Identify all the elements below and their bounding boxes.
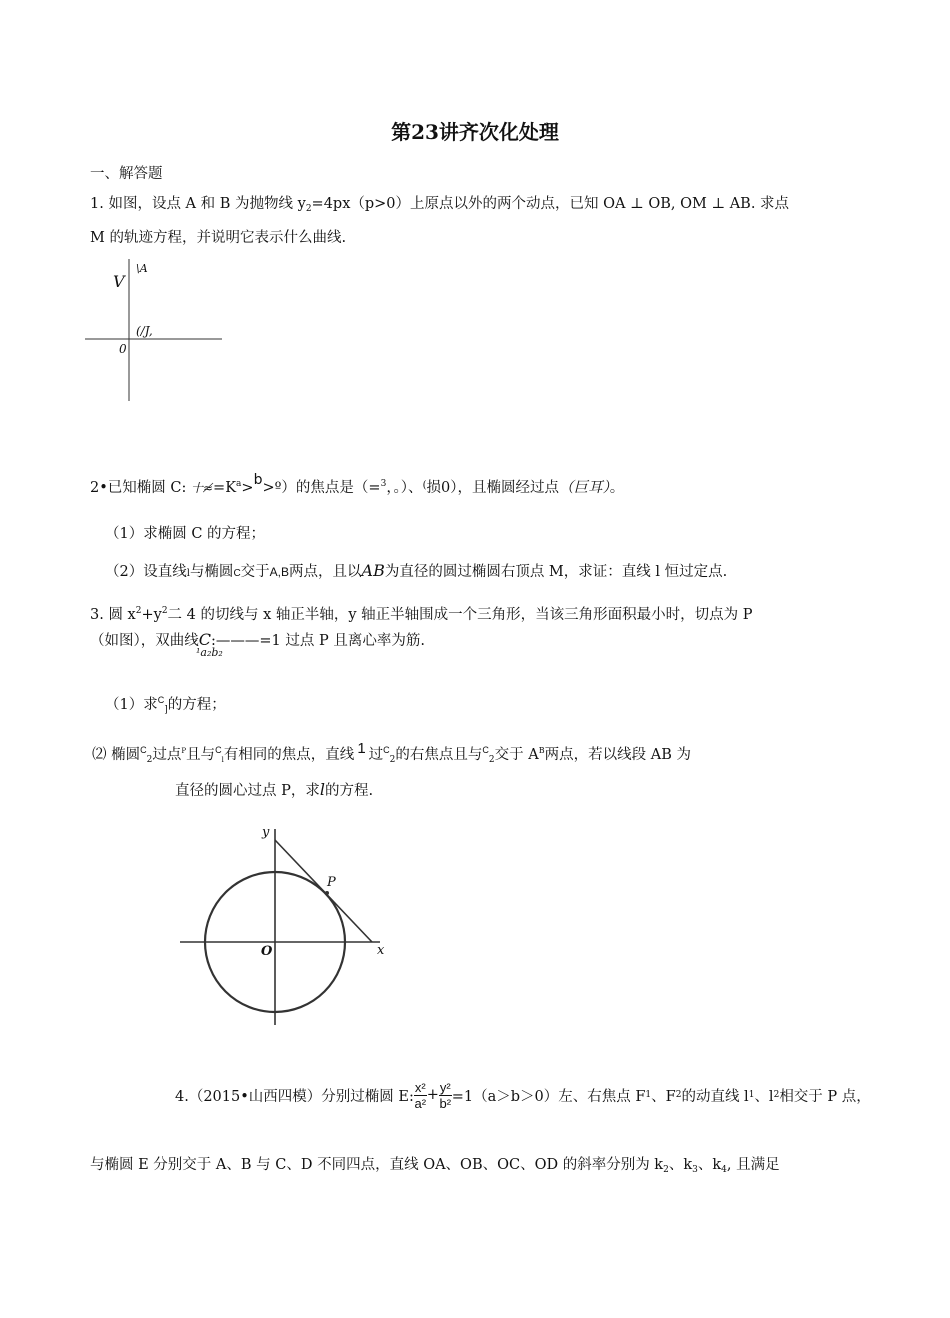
q3-sub2-one: 1 bbox=[357, 740, 366, 757]
q3-sub2-line2-a: 直径的圆心过点 P，求 bbox=[175, 783, 320, 799]
q2-text-c: >º）的焦点是（= bbox=[262, 480, 381, 496]
q4-text-e: 、l bbox=[754, 1088, 774, 1105]
q3-sub2-sub1: l bbox=[221, 756, 224, 764]
q3-sub2-c2c: C bbox=[482, 745, 489, 755]
q3-sub2-supB: B bbox=[538, 746, 545, 755]
q3-sup2: 2 bbox=[161, 606, 168, 616]
q2-garble: 十≉ bbox=[190, 481, 214, 495]
q3-sub1-b: 的方程； bbox=[167, 697, 226, 713]
q4-line2-d: , 且满足 bbox=[726, 1157, 780, 1173]
section-heading: 一、解答题 bbox=[90, 166, 163, 182]
q4-k3: 3 bbox=[692, 1165, 698, 1175]
q3-text-b: +y bbox=[141, 607, 162, 623]
q1-line1 bbox=[90, 192, 789, 214]
q3-sub1-a: （1）求 bbox=[105, 697, 158, 713]
q1-line2: M 的轨迹方程，并说明它表示什么曲线. bbox=[90, 230, 347, 246]
q4-k4: 4 bbox=[721, 1165, 727, 1175]
q3-line2 bbox=[90, 629, 425, 650]
page-title: 第23讲齐次化处理 bbox=[391, 120, 559, 144]
q1-sub: 2 bbox=[305, 204, 312, 214]
q3-sub2-c1: C bbox=[215, 745, 222, 755]
q4-line1 bbox=[175, 1070, 871, 1120]
q4-text-d: 的动直线 l bbox=[681, 1088, 749, 1105]
q2-sup-a: a bbox=[236, 479, 242, 489]
q4-line2-a: 与椭圆 E 分别交于 A、B 与 C、D 不同四点，直线 OA、OB、OC、OD 的斜率分别为 k bbox=[90, 1157, 664, 1173]
q3-figure bbox=[175, 825, 400, 1035]
q3-label-x: x bbox=[377, 943, 385, 958]
q3-label-p: P bbox=[327, 875, 336, 890]
q4-frac2-num: y² bbox=[439, 1079, 451, 1095]
q1-label-v: V bbox=[113, 272, 125, 291]
q2-sub2-f: 为直径的圆过椭圆右顶点 M，求证：直线 l 恒过定点. bbox=[384, 564, 728, 580]
q3-sub2-line2-b: 的方程. bbox=[325, 783, 374, 799]
q3-sub2-line2-l: l bbox=[319, 780, 325, 799]
q3-sub2-d: 有相同的焦点，直线 bbox=[223, 747, 355, 763]
q3-sub1 bbox=[105, 693, 226, 715]
q2-sup-b: b bbox=[253, 472, 263, 488]
q3-point-p bbox=[325, 891, 329, 895]
q2-sub2-AB: AB bbox=[361, 561, 385, 580]
q3-line2-a: （如图），双曲线 bbox=[90, 633, 199, 649]
q2-sub2-c: C bbox=[233, 568, 241, 579]
q3-line2-b: :———=1 过点 P 且离心率为筋. bbox=[211, 633, 425, 649]
q4-line2-c: 、k bbox=[697, 1157, 722, 1173]
q2-sub2-d: 交于 bbox=[240, 564, 270, 580]
q2-line bbox=[90, 472, 624, 497]
q2-text-d: ，。）、 bbox=[386, 480, 423, 496]
q1-label-j: (/J, bbox=[136, 324, 153, 338]
q3-line2-under: ¹a₂b₂ bbox=[196, 646, 223, 659]
q3-sub2-c2b: C bbox=[383, 745, 390, 755]
q2-sub1: （1）求椭圆 C 的方程； bbox=[105, 526, 266, 542]
q4-frac1 bbox=[414, 1080, 427, 1111]
q2-sub2 bbox=[105, 560, 727, 581]
q4-text-a: 4.（2015•山西四模）分别过椭圆 E: bbox=[175, 1088, 414, 1105]
q4-k2: 2 bbox=[663, 1165, 669, 1175]
q4-frac2-den: b² bbox=[439, 1095, 452, 1111]
q4-plus: + bbox=[426, 1087, 439, 1103]
q3-label-y: y bbox=[262, 825, 270, 840]
q1-label-a: \A bbox=[136, 262, 148, 275]
q4-sub-1: 1 bbox=[645, 1090, 652, 1100]
q3-sub2-c: 且与 bbox=[186, 747, 216, 763]
q4-text-b: =1（a＞b＞0）左、右焦点 F bbox=[451, 1088, 646, 1105]
q2-text-f: 损0），且椭圆经过点 bbox=[426, 480, 559, 496]
q2-sub2-e: 两点，且以 bbox=[289, 564, 362, 580]
q3-sub2-g: 交于 A bbox=[494, 747, 539, 763]
q3-sub2-b: 过点 bbox=[152, 747, 182, 763]
q2-text-e: ( bbox=[422, 480, 427, 491]
q3-sub2-e: 过 bbox=[368, 747, 384, 763]
q4-line2 bbox=[90, 1153, 780, 1175]
q3-sub1-sub: ] bbox=[164, 705, 168, 715]
q2-gt: > bbox=[241, 480, 254, 496]
q4-frac1-den: a² bbox=[414, 1095, 427, 1111]
q3-line2-c: C bbox=[198, 630, 211, 649]
q3-sub2-sub2c: 2 bbox=[488, 755, 495, 765]
q3-sub2-c2: C bbox=[140, 745, 147, 755]
q3-tangent-line bbox=[275, 840, 372, 942]
q2-text-a: 2•已知椭圆 C: bbox=[90, 480, 191, 496]
q2-text-b: =K bbox=[213, 480, 237, 496]
q3-label-o: O bbox=[261, 944, 273, 959]
q4-text-f: 相交于 P 点， bbox=[779, 1088, 871, 1105]
q3-sub2-sub2b: 2 bbox=[389, 755, 396, 765]
q3-sup1: 2 bbox=[135, 606, 142, 616]
q2-text-h: 。 bbox=[609, 480, 625, 496]
q4-frac1-num: x² bbox=[414, 1079, 426, 1095]
q1-text-a: 1. 如图，设点 A 和 B 为抛物线 y bbox=[90, 196, 306, 212]
q4-sub-l2: 2 bbox=[773, 1090, 780, 1100]
q3-sub2-a: ⑵ 椭圆 bbox=[92, 747, 141, 763]
q3-text-c: 二 4 的切线与 x 轴正半轴，y 轴正半轴围成一个三角形，当该三角形面积最小时，切点为 P bbox=[167, 607, 753, 623]
q3-text-a: 3. 圆 x bbox=[90, 607, 136, 623]
q2-text-g: （巨耳） bbox=[558, 480, 610, 496]
q3-sub1-c: C bbox=[157, 695, 165, 705]
q4-sub-l1: 1 bbox=[748, 1090, 755, 1100]
q2-sub2-l: l bbox=[186, 568, 190, 579]
q3-sub2-h: 两点，若以线段 AB 为 bbox=[544, 747, 691, 763]
q1-figure bbox=[80, 255, 230, 405]
q4-text-c: 、F bbox=[651, 1088, 676, 1105]
q2-sub2-b: 与椭圆 bbox=[189, 564, 234, 580]
q3-sub2 bbox=[92, 740, 691, 765]
q4-frac2 bbox=[439, 1080, 452, 1111]
q1-text-b: =4px（p>0）上原点以外的两个动点，已知 OA ⊥ OB, OM ⊥ AB. 求点 bbox=[311, 196, 790, 212]
q2-sup-3: 3 bbox=[380, 479, 387, 489]
q2-sub2-ab: A,B bbox=[269, 565, 290, 579]
q3-sub2-line2 bbox=[175, 779, 373, 800]
q3-sub2-f: 的右焦点且与 bbox=[395, 747, 483, 763]
q4-sub-2: 2 bbox=[675, 1090, 682, 1100]
q3-sub2-p: P bbox=[181, 747, 187, 755]
q2-sub2-a: （2）设直线 bbox=[105, 564, 187, 580]
q3-sub2-sub2: 2 bbox=[146, 755, 153, 765]
q1-label-o: 0 bbox=[119, 342, 127, 356]
q3-line1 bbox=[90, 603, 753, 624]
q4-line2-b: 、k bbox=[668, 1157, 693, 1173]
